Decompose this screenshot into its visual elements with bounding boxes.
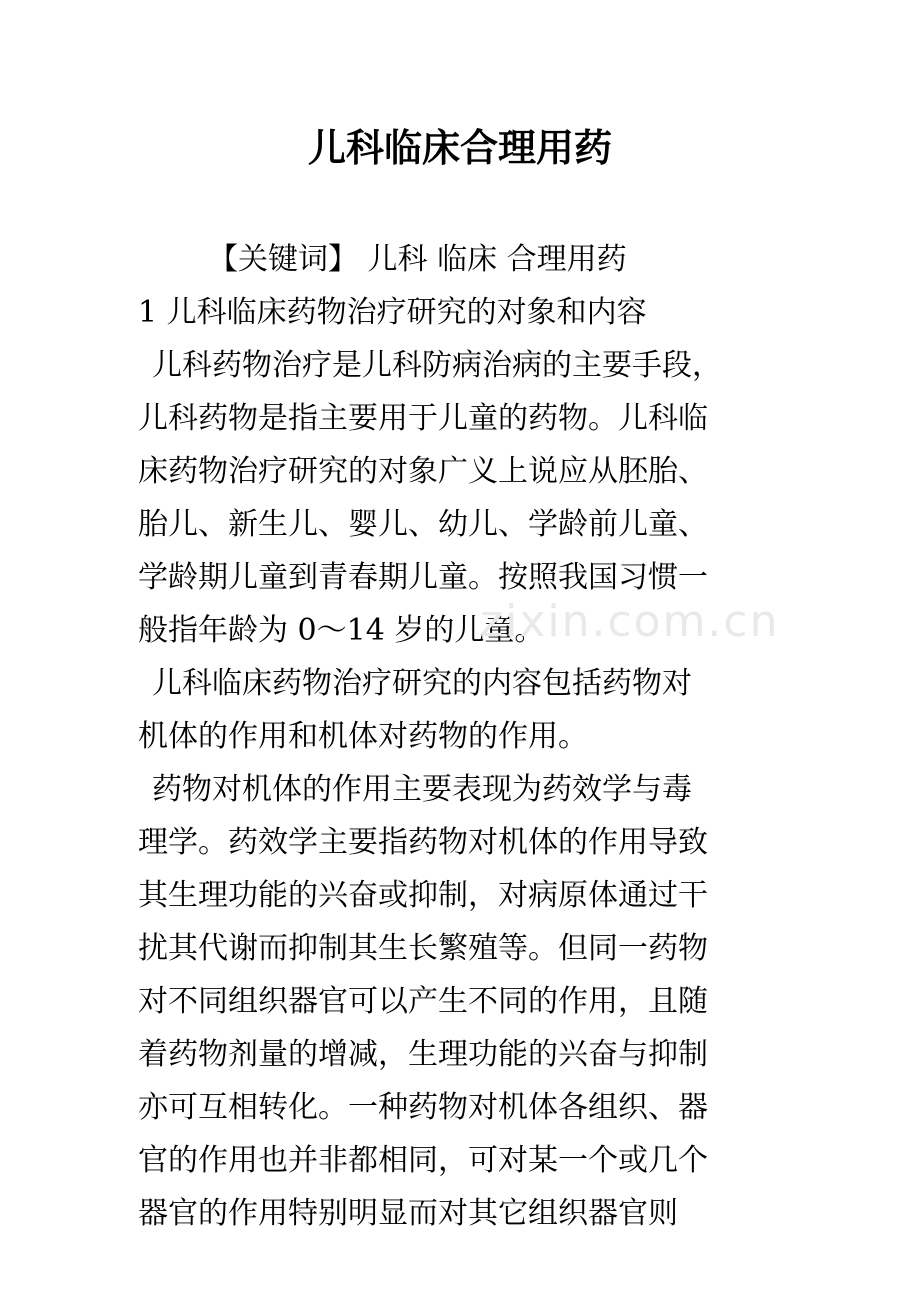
paragraph-line: 儿科药物是指主要用于儿童的药物。儿科临: [138, 401, 708, 436]
paragraph-line: 理学。药效学主要指药物对机体的作用导致: [138, 825, 708, 860]
paragraph-line: 儿科临床药物治疗研究的内容包括药物对: [152, 666, 692, 701]
paragraph-line: 药物对机体的作用主要表现为药效学与毒: [152, 772, 692, 807]
section-heading: 1 儿科临床药物治疗研究的对象和内容: [138, 295, 647, 330]
paragraph-line: 官的作用也并非都相同，可对某一个或几个: [138, 1143, 708, 1178]
paragraph-line: 其生理功能的兴奋或抑制，对病原体通过干: [138, 878, 708, 913]
watermark: zixin.com.cn: [480, 596, 780, 647]
paragraph-line: 床药物治疗研究的对象广义上说应从胚胎、: [138, 454, 708, 489]
paragraph-line: 儿科药物治疗是儿科防病治病的主要手段，: [152, 348, 722, 383]
document-title: 儿科临床合理用药: [307, 126, 612, 170]
keywords-line: 【关键词】 儿科 临床 合理用药: [208, 242, 627, 277]
paragraph-line: 亦可互相转化。一种药物对机体各组织、器: [138, 1090, 708, 1125]
paragraph-line: 着药物剂量的增减，生理功能的兴奋与抑制: [138, 1037, 708, 1072]
paragraph-line: 般指年龄为 0～14 岁的儿童。: [138, 613, 545, 648]
document-body: [138, 233, 798, 1240]
paragraph-line: 学龄期儿童到青春期儿童。按照我国习惯一: [138, 560, 708, 595]
paragraph-line: 扰其代谢而抑制其生长繁殖等。但同一药物: [138, 931, 708, 966]
paragraph-line: 胎儿、新生儿、婴儿、幼儿、学龄前儿童、: [138, 507, 708, 542]
paragraph-line: 器官的作用特别明显而对其它组织器官则: [138, 1196, 678, 1231]
paragraph-line: 对不同组织器官可以产生不同的作用，且随: [138, 984, 708, 1019]
paragraph-line: 机体的作用和机体对药物的作用。: [138, 719, 588, 754]
